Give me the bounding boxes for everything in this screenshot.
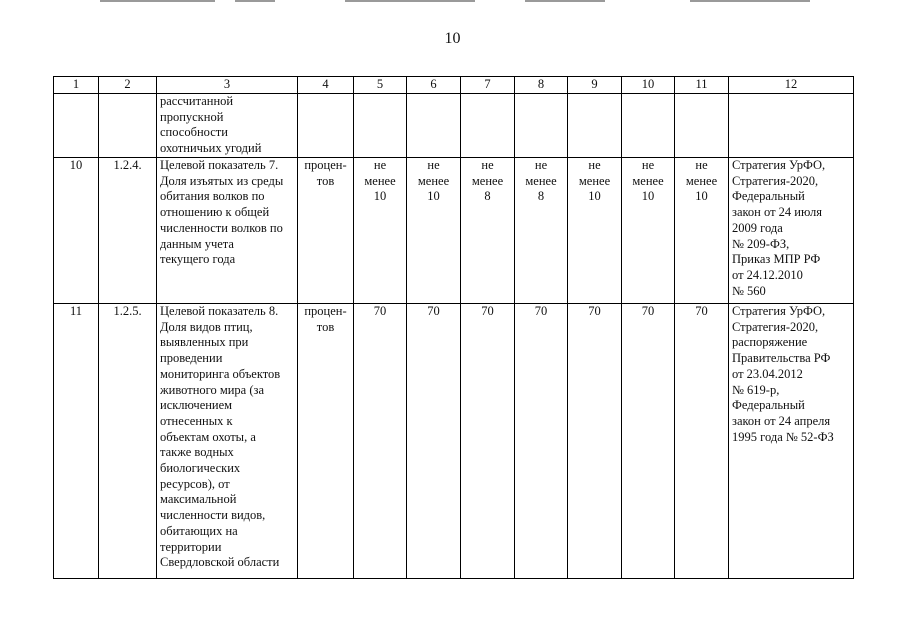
column-header: 12 — [729, 77, 854, 94]
cell-empty — [568, 94, 622, 158]
cell-empty — [461, 94, 515, 158]
cell-empty — [622, 94, 675, 158]
cell-value: 70 — [407, 304, 461, 579]
table-row-continuation — [54, 94, 854, 158]
cell-empty — [675, 94, 729, 158]
cell-value: 70 — [675, 304, 729, 579]
cell-empty — [729, 94, 854, 158]
cell-unit: процен- тов — [298, 304, 354, 579]
cell-empty — [354, 94, 407, 158]
indicators-table — [53, 76, 854, 579]
cell-value: 70 — [515, 304, 568, 579]
cell-unit: процен- тов — [298, 158, 354, 304]
column-header: 11 — [675, 77, 729, 94]
column-header: 9 — [568, 77, 622, 94]
cell-empty — [298, 94, 354, 158]
cell-value: 70 — [622, 304, 675, 579]
cell-code: 1.2.5. — [99, 304, 157, 579]
scan-edge-line-4 — [525, 0, 605, 2]
cell-source: Стратегия УрФО, Стратегия-2020, распоряжение Правительства РФ от 23.04.2012 № 619-р, Федеральный закон от 24 апреля 1995 года № 52-ФЗ — [729, 304, 854, 579]
cell-value: 70 — [354, 304, 407, 579]
cell-value: 70 — [568, 304, 622, 579]
cell-value: не менее 10 — [622, 158, 675, 304]
scan-edge-line-3 — [345, 0, 475, 2]
cell-description: Целевой показатель 8. Доля видов птиц, выявленных при проведении мониторинга объектов животного мира (за исключением отнесенных к объектам охоты, а также водных биологических ресурсов), от максимальной численности видов, обитающих на территории Свердловской области — [157, 304, 298, 579]
column-header: 2 — [99, 77, 157, 94]
column-header: 3 — [157, 77, 298, 94]
column-header: 5 — [354, 77, 407, 94]
table-row — [54, 158, 854, 304]
cell-value: не менее 10 — [407, 158, 461, 304]
column-header: 1 — [54, 77, 99, 94]
cell-source: Стратегия УрФО, Стратегия-2020, Федеральный закон от 24 июля 2009 года № 209-ФЗ, Приказ МПР РФ от 24.12.2010 № 560 — [729, 158, 854, 304]
table-row — [54, 304, 854, 579]
cell-value: не менее 8 — [515, 158, 568, 304]
cell-empty — [99, 94, 157, 158]
cell-row-number: 11 — [54, 304, 99, 579]
column-header: 8 — [515, 77, 568, 94]
cell-value: не менее 10 — [354, 158, 407, 304]
page-number: 10 — [444, 30, 461, 47]
column-header: 4 — [298, 77, 354, 94]
cell-empty — [407, 94, 461, 158]
cell-value: не менее 10 — [568, 158, 622, 304]
scan-edge-line-2 — [235, 0, 275, 2]
cell-value: не менее 10 — [675, 158, 729, 304]
cell-description: Целевой показатель 7. Доля изъятых из среды обитания волков по отношению к общей численности волков по данным учета текущего года — [157, 158, 298, 304]
cell-description: рассчитанной пропускной способности охотничьих угодий — [157, 94, 298, 158]
cell-value: не менее 8 — [461, 158, 515, 304]
cell-code: 1.2.4. — [99, 158, 157, 304]
column-header: 7 — [461, 77, 515, 94]
header-row — [54, 77, 854, 94]
cell-empty — [515, 94, 568, 158]
scan-edge-line-5 — [690, 0, 810, 2]
cell-value: 70 — [461, 304, 515, 579]
cell-row-number: 10 — [54, 158, 99, 304]
column-header: 6 — [407, 77, 461, 94]
scan-edge-line-1 — [100, 0, 215, 2]
column-header: 10 — [622, 77, 675, 94]
cell-empty — [54, 94, 99, 158]
